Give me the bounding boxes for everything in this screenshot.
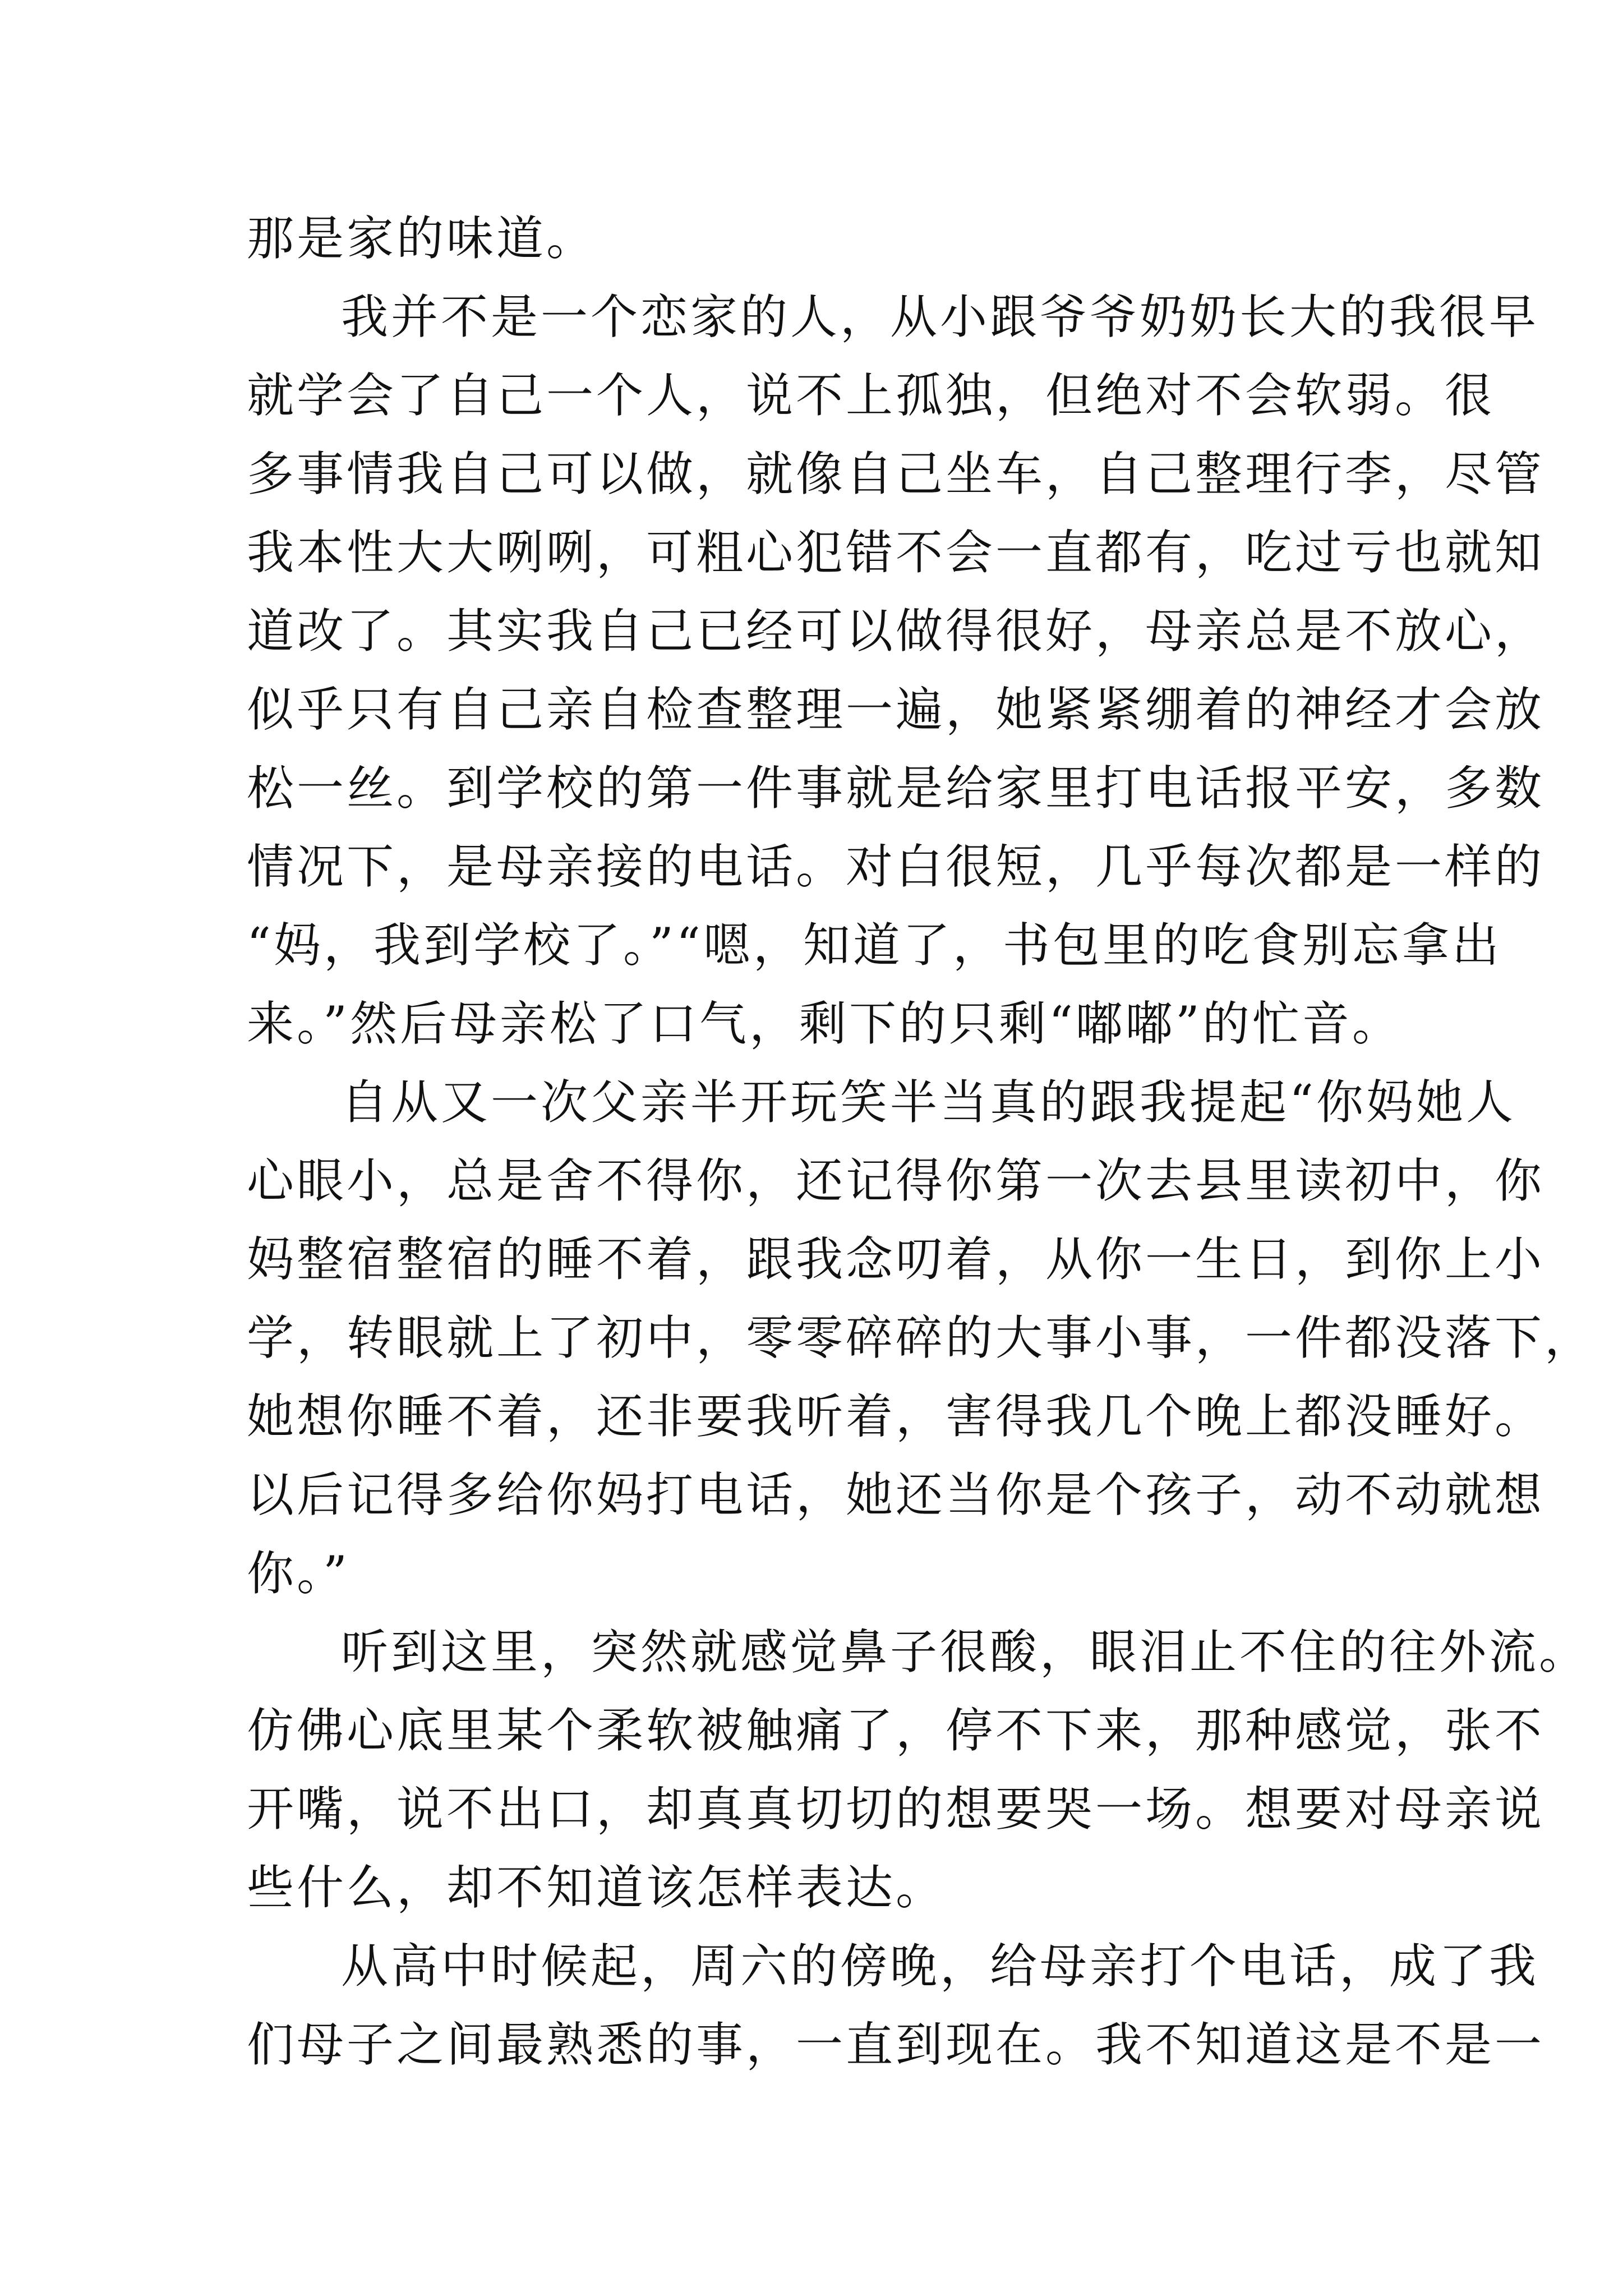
text-line: 以后记得多给你妈打电话，她还当你是个孩子，动不动就想	[247, 1467, 1545, 1522]
text-line: 心眼小，总是舍不得你，还记得你第一次去县里读初中，你	[247, 1153, 1545, 1208]
text-line: 们母子之间最熟悉的事，一直到现在。我不知道这是不是一	[247, 2017, 1545, 2072]
text-line: 仿佛心底里某个柔软被触痛了，停不下来，那种感觉，张不	[247, 1703, 1545, 1758]
paragraph	[247, 1063, 1595, 1613]
text-line: 来。”然后母亲松了口气，剩下的只剩“嘟嘟”的忙音。	[247, 996, 1402, 1051]
text-line: 就学会了自己一个人，说不上孤独，但绝对不会软弱。很	[247, 368, 1495, 423]
text-line: 自从又一次父亲半开玩笑半当真的跟我提起“你妈她人	[341, 1075, 1516, 1130]
text-line: 她想你睡不着，还非要我听着，害得我几个晚上都没睡好。	[247, 1389, 1545, 1444]
text-line: 多事情我自己可以做，就像自己坐车，自己整理行李，尽管	[247, 447, 1545, 501]
text-line: 些什么，却不知道该怎样表达。	[247, 1860, 946, 1915]
text-line: 你。”	[247, 1546, 350, 1601]
text-line: 松一丝。到学校的第一件事就是给家里打电话报平安，多数	[247, 761, 1545, 816]
text-line: “妈，我到学校了。”“嗯，知道了，书包里的吃食别忘拿出	[247, 918, 1502, 973]
text-line: 我并不是一个恋家的人，从小跟爷爷奶奶长大的我很早	[341, 289, 1539, 344]
text-line: 似乎只有自己亲自检查整理一遍，她紧紧绷着的神经才会放	[247, 682, 1545, 737]
text-line: 听到这里，突然就感觉鼻子很酸，眼泪止不住的往外流。	[341, 1625, 1589, 1680]
text-line: 我本性大大咧咧，可粗心犯错不会一直都有，吃过亏也就知	[247, 525, 1545, 580]
text-line: 道改了。其实我自己已经可以做得很好，母亲总是不放心，	[247, 604, 1545, 659]
text-line: 开嘴，说不出口，却真真切切的想要哭一场。想要对母亲说	[247, 1782, 1545, 1837]
text-line: 妈整宿整宿的睡不着，跟我念叨着，从你一生日，到你上小	[247, 1232, 1545, 1287]
text-line: 学，转眼就上了初中，零零碎碎的大事小事，一件都没落下，	[247, 1310, 1595, 1365]
text-line: 那是家的味道。	[247, 211, 597, 266]
text-line: 从高中时候起，周六的傍晚，给母亲打个电话，成了我	[341, 1939, 1539, 1994]
body-text	[247, 199, 1595, 2084]
text-line: 情况下，是母亲接的电话。对白很短，几乎每次都是一样的	[247, 839, 1545, 894]
paragraph	[247, 199, 1391, 278]
paragraph	[247, 278, 1545, 1063]
paragraph	[247, 1927, 1545, 2084]
paragraph	[247, 1613, 1589, 1927]
